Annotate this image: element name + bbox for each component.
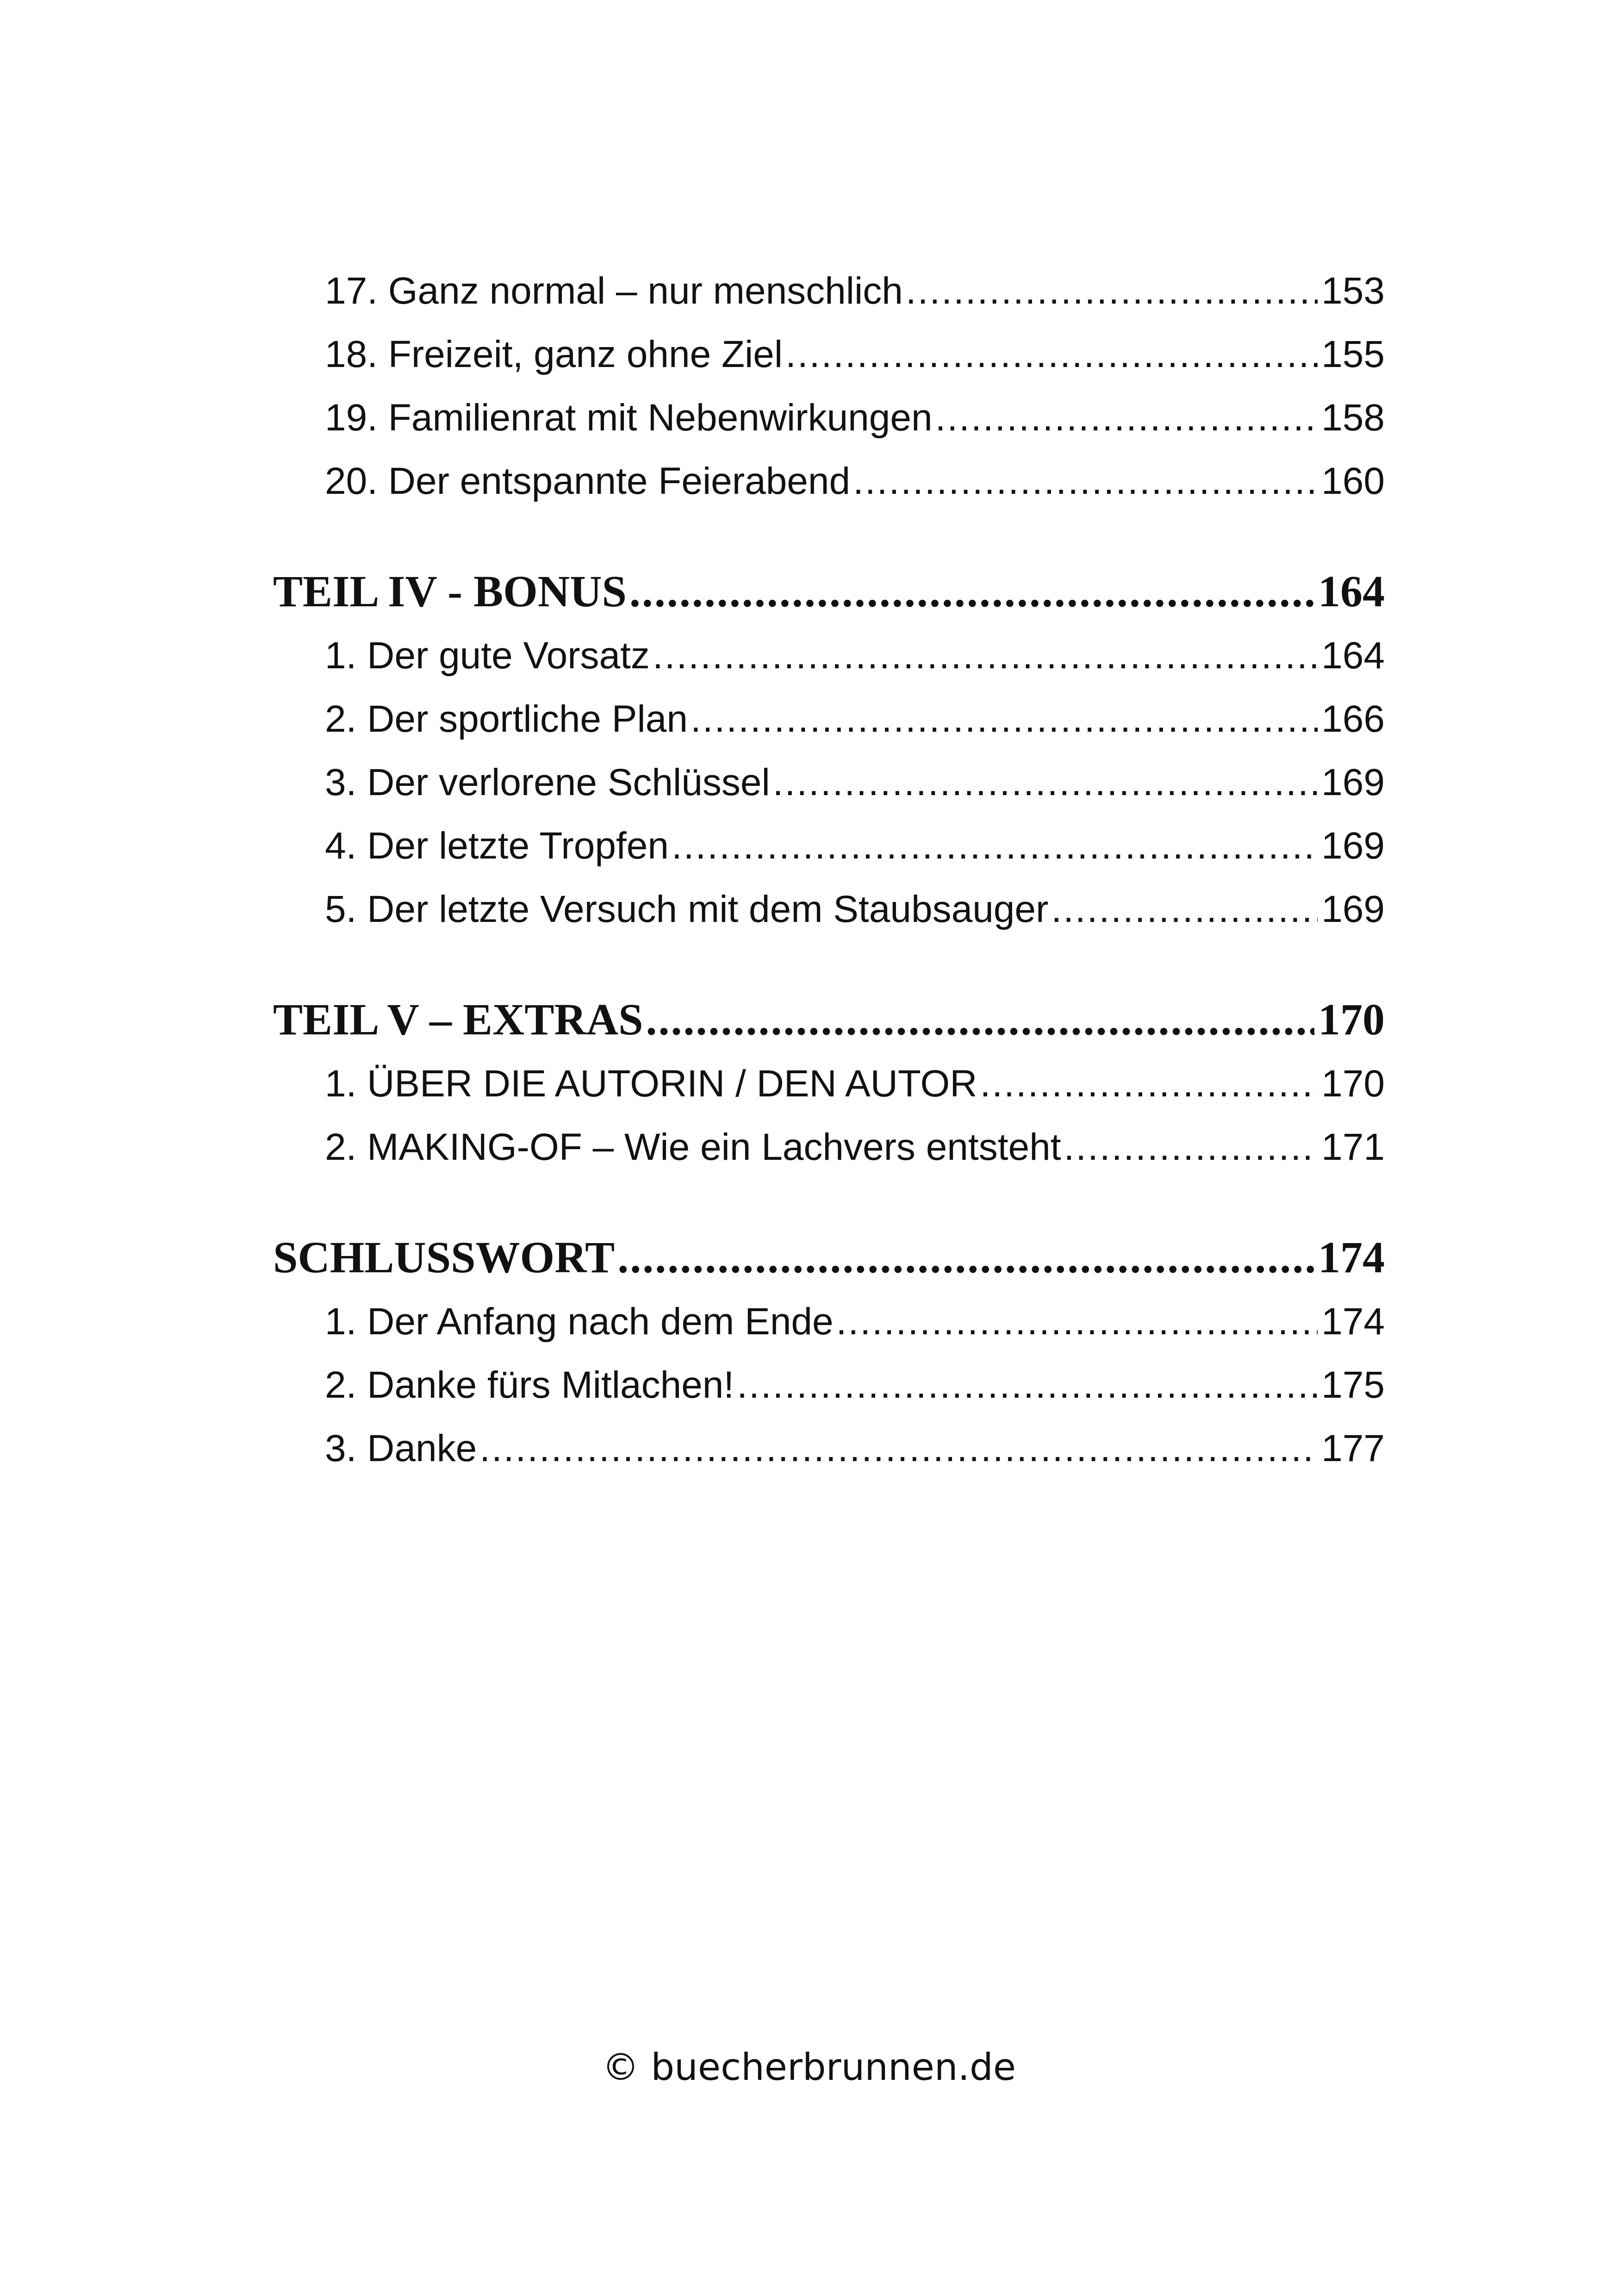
toc-entry-title: 1. Der gute Vorsatz [325,635,650,677]
toc-section-heading[interactable] [273,987,1385,1052]
dot-leader [980,1052,1318,1115]
toc-entry-title: 3. Danke [325,1427,477,1469]
toc-entry-title: 19. Familienrat mit Nebenwirkungen [325,397,933,439]
toc-entry-page: 177 [1321,1427,1385,1469]
toc-entry[interactable] [325,751,1385,814]
toc-entry[interactable] [325,1290,1385,1353]
toc-entry-page: 171 [1321,1126,1385,1168]
toc-section-page: 174 [1318,1232,1385,1282]
toc-entry-title: 2. MAKING-OF – Wie ein Lachvers entsteht [325,1126,1061,1168]
dot-leader [617,1225,1314,1290]
toc-section-heading[interactable] [273,559,1385,624]
table-of-contents [273,259,1385,1480]
toc-entry[interactable] [325,624,1385,687]
toc-entry-page: 169 [1321,761,1385,803]
toc-entry[interactable] [325,1115,1385,1179]
toc-entry-title: 1. Der Anfang nach dem Ende [325,1300,834,1343]
toc-entry[interactable] [325,877,1385,941]
toc-entry-page: 169 [1321,888,1385,930]
toc-section-heading[interactable] [273,1225,1385,1290]
dot-leader [672,814,1318,877]
toc-entry-title: 1. ÜBER DIE AUTORIN / DEN AUTOR [325,1063,977,1105]
dot-leader [646,987,1314,1052]
toc-entry[interactable] [325,1052,1385,1115]
dot-leader [1064,1115,1318,1179]
toc-section-page: 164 [1318,566,1385,616]
toc-section-page: 170 [1318,995,1385,1044]
toc-section-title: TEIL V – EXTRAS [273,995,643,1044]
dot-leader [906,259,1318,323]
dot-leader [773,751,1318,814]
toc-entry[interactable] [325,386,1385,449]
toc-entry-title: 3. Der verlorene Schlüssel [325,761,770,803]
toc-entry[interactable] [325,323,1385,386]
toc-entry-title: 2. Danke fürs Mitlachen! [325,1364,734,1406]
dot-leader [737,1353,1318,1417]
toc-entry[interactable] [325,449,1385,513]
toc-entry-title: 4. Der letzte Tropfen [325,825,669,867]
toc-entry[interactable] [325,259,1385,323]
dot-leader [653,624,1318,687]
toc-entry-title: 20. Der entspannte Feierabend [325,460,851,502]
toc-entry-page: 153 [1321,270,1385,312]
dot-leader [853,449,1318,513]
copyright-footer: © buecherbrunnen.de [602,2046,1016,2089]
toc-entry-page: 164 [1321,635,1385,677]
dot-leader [691,687,1318,751]
dot-leader [1051,877,1318,941]
toc-section-title: TEIL IV - BONUS [273,566,627,616]
toc-entry[interactable] [325,1353,1385,1417]
toc-entry-page: 170 [1321,1063,1385,1105]
toc-entry-page: 158 [1321,397,1385,439]
dot-leader [479,1417,1318,1480]
dot-leader [629,559,1314,624]
toc-entry-page: 160 [1321,460,1385,502]
toc-entry[interactable] [325,814,1385,877]
toc-section-title: SCHLUSSWORT [273,1232,615,1282]
toc-entry-title: 2. Der sportliche Plan [325,698,688,740]
toc-entry-page: 174 [1321,1300,1385,1343]
toc-entry-title: 5. Der letzte Versuch mit dem Staubsauger [325,888,1049,930]
toc-entry-page: 175 [1321,1364,1385,1406]
toc-entry-page: 166 [1321,698,1385,740]
dot-leader [935,386,1318,449]
dot-leader [785,323,1318,386]
dot-leader [836,1290,1318,1353]
toc-entry-title: 17. Ganz normal – nur menschlich [325,270,903,312]
toc-entry-page: 169 [1321,825,1385,867]
toc-entry-page: 155 [1321,333,1385,375]
toc-entry[interactable] [325,1417,1385,1480]
toc-entry-title: 18. Freizeit, ganz ohne Ziel [325,333,783,375]
toc-entry[interactable] [325,687,1385,751]
